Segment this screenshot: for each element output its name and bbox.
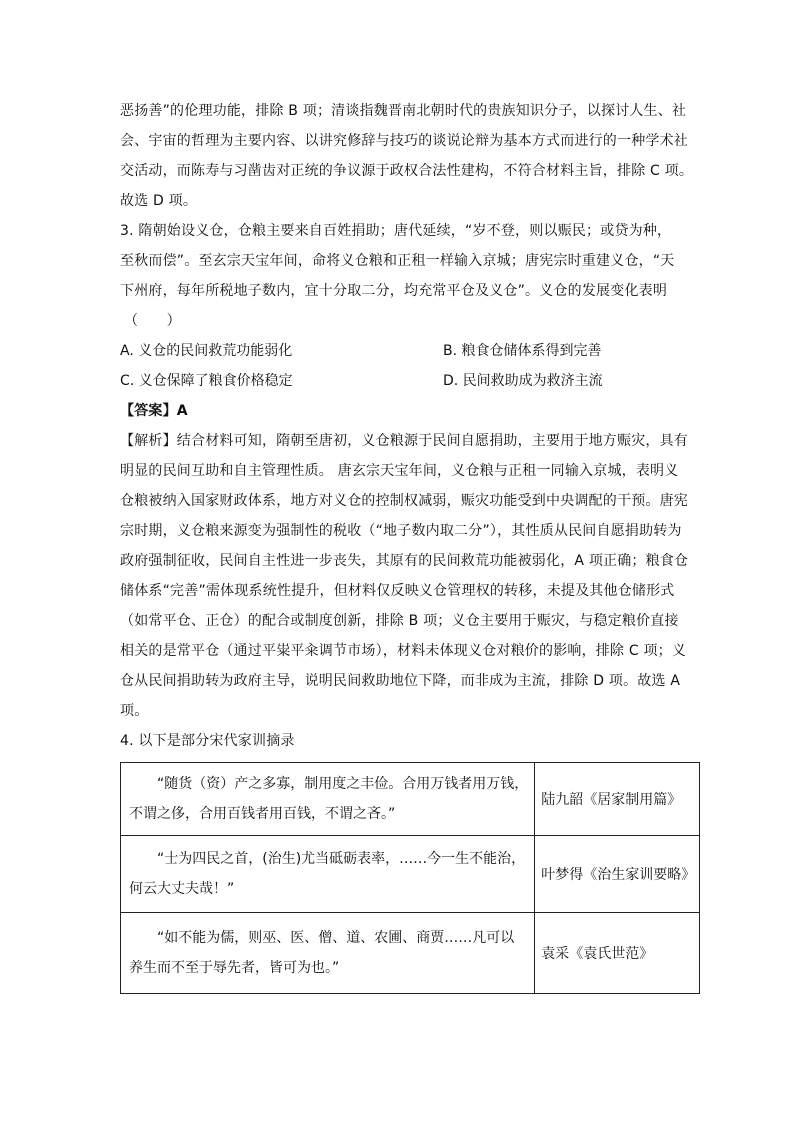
options-group (120, 336, 680, 396)
analysis-line: 宗时期，义仓粮来源变为强制性的税收（“地子数内取二分”），其性质从民间自愿捐助转为 (120, 523, 682, 539)
text-line: 恶扬善”的伦理功能，排除 B 项；清谈指魏晋南北朝时代的贵族知识分子，以探讨人生、社 (120, 103, 687, 119)
question-stem-line: 至秋而偿”。至玄宗天宝年间，命将义仓粮和正租一样输入京城；唐宪宗时重建义仓，“天 (120, 253, 675, 269)
document-page (120, 96, 696, 994)
quote-cell (121, 913, 535, 994)
analysis-line: 项。 (120, 703, 149, 719)
analysis-line: 政府强制征收，民间自主性进一步丧失，其原有的民间救荒功能被弱化，A 项正确；粮食仓 (120, 553, 689, 569)
quote-cell (121, 836, 535, 913)
text-line: 交活动，而陈寿与习凿齿对正统的争议源于政权合法性建构，不符合材料主旨，排除 C 项。 (120, 163, 694, 179)
quote-line: “随货（资）产之多寡，制用度之丰俭。合用万钱者用万钱， (157, 776, 529, 792)
quote-line: “如不能为儒，则巫、医、僧、道、农圃、商贾……凡可以 (157, 930, 515, 946)
analysis-line: 仓从民间捐助转为政府主导，说明民间救助地位下降，而非成为主流，排除 D 项。故选 A (120, 673, 681, 689)
analysis (120, 426, 689, 726)
table-row (121, 836, 700, 913)
analysis-line: 相关的是常平仓（通过平粜平籴调节市场），材料未体现义仓对粮价的影响，排除 C 项；义 (120, 643, 687, 659)
analysis-line: （如常平仓、正仓）的配合或制度创新，排除 B 项；义仓主要用于赈灾，与稳定粮价直接 (120, 613, 679, 629)
previous-analysis (120, 96, 694, 216)
quote-line: 不谓之侈，合用百钱者用百钱，不谓之吝。” (129, 806, 396, 822)
option-d: D. 民间救助成为救济主流 (443, 373, 603, 389)
analysis-line: 储体系“完善”需体现系统性提升，但材料仅反映义仓管理权的转移，未提及其他仓储形式 (120, 583, 675, 599)
source-cell: 陆九韶《居家制用篇》 (535, 763, 700, 836)
quote-cell (121, 763, 535, 836)
quote-line: 养生而不至于辱先者，皆可为也。” (129, 960, 340, 976)
quote-line: “士为四民之首，(治生)尤当砥砺表率，……今一生不能治， (157, 851, 526, 867)
option-a: A. 义仓的民间救荒功能弱化 (120, 343, 293, 359)
analysis-line: 明显的民间互助和自主管理性质。 唐玄宗天宝年间，义仓粮与正租一同输入京城，表明义 (120, 463, 679, 479)
analysis-line: 【解析】结合材料可知，隋朝至唐初，义仓粮源于民间自愿捐助，主要用于地方赈灾，具有 (120, 433, 688, 449)
family-instructions-table (120, 762, 700, 994)
table-row (121, 913, 700, 994)
source-cell: 叶梦得《治生家训要略》 (535, 836, 700, 913)
question-4 (120, 726, 696, 994)
question-stem-line: 4. 以下是部分宋代家训摘录 (120, 733, 295, 749)
source-cell: 袁采《袁氏世范》 (535, 913, 700, 994)
answer-label: 【答案】A (120, 403, 188, 419)
question-stem-line: 下州府，每年所税地子数内，宜十分取二分，均充常平仓及义仓”。义仓的发展变化表明 (120, 283, 668, 299)
text-line: 故选 D 项。 (120, 193, 198, 209)
text-line: 会、宇宙的哲理为主要内容、以讲究修辞与技巧的谈说论辩为基本方式而进行的一种学术社 (120, 133, 688, 149)
question-3 (120, 216, 689, 726)
quote-line: 何云大丈夫哉！” (129, 881, 235, 897)
question-stem-line: 3. 隋朝始设义仓，仓粮主要来自百姓捐助；唐代延续，“岁不登，则以赈民；或贷为种， (120, 223, 672, 239)
option-b: B. 粮食仓储体系得到完善 (443, 343, 602, 359)
option-c: C. 义仓保障了粮食价格稳定 (120, 373, 293, 389)
answer-blank: （ ） (124, 313, 181, 329)
analysis-line: 仓粮被纳入国家财政体系，地方对义仓的控制权减弱，赈灾功能受到中央调配的干预。唐宪 (120, 493, 688, 509)
table-row (121, 763, 700, 836)
